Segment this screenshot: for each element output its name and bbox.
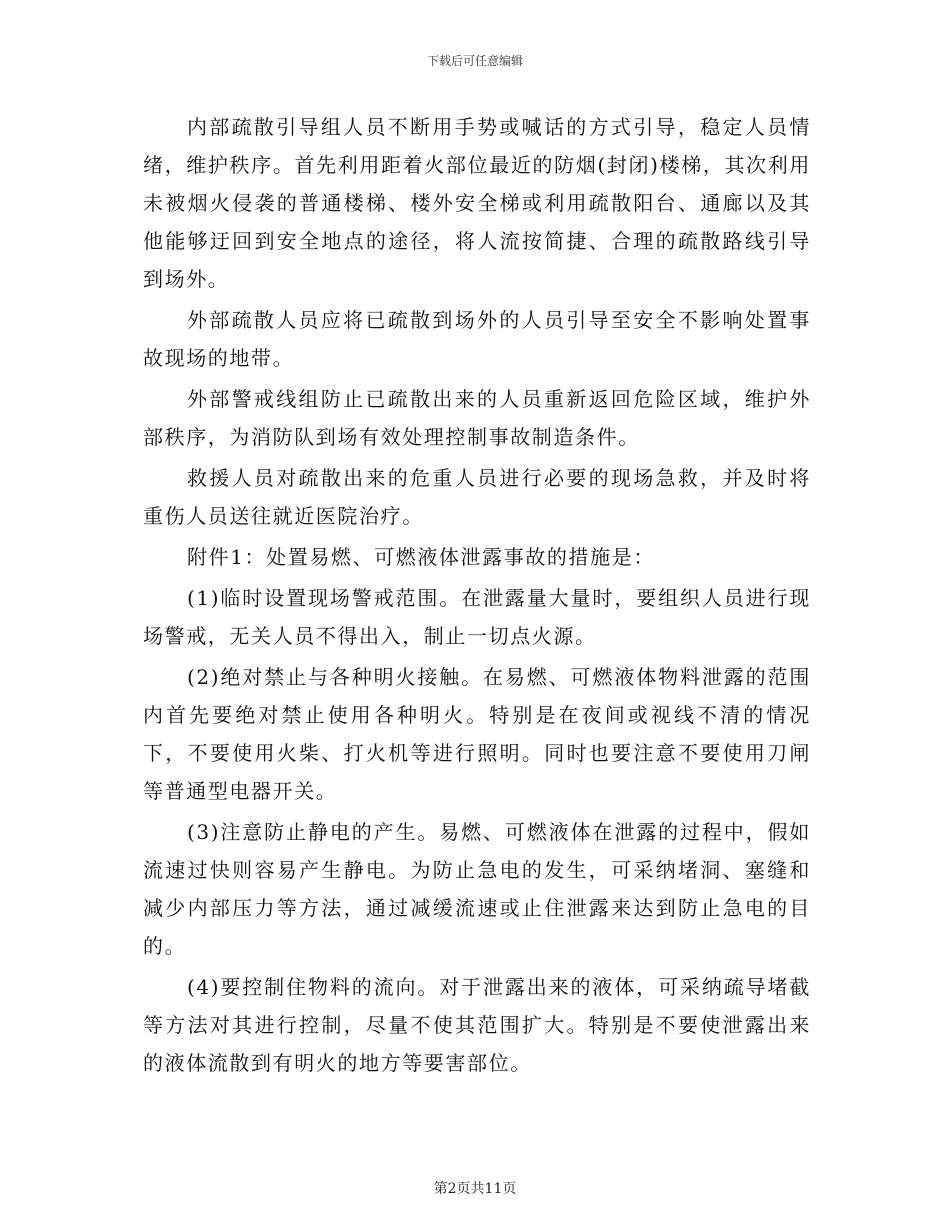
- paragraph-external-evacuation: 外部疏散人员应将已疏散到场外的人员引导至安全不影响处置事故现场的地带。: [143, 308, 811, 370]
- document-body: [143, 108, 811, 1085]
- paragraph-evacuation-guidance: 内部疏散引导组人员不断用手势或喊话的方式引导，稳定人员情绪，维护秩序。首先利用距着火部位最近的防烟(封闭)楼梯，其次利用未被烟火侵袭的普通楼梯、楼外安全梯或利用疏散阳台、通廊以及其他能够迂回到安全地点的途径，将人流按简捷、合理的疏散路线引导到场外。: [143, 115, 811, 291]
- paragraph-measure-2: (2)绝对禁止与各种明火接触。在易燃、可燃液体物料泄露的范围内首先要绝对禁止使用各种明火。特别是在夜间或视线不清的情况下，不要使用火柴、打火机等进行照明。同时也要注意不要使用刀闸等普通型电器开关。: [143, 665, 811, 803]
- paragraph-measure-1: (1)临时设置现场警戒范围。在泄露量大量时，要组织人员进行现场警戒，无关人员不得出入，制止一切点火源。: [143, 586, 811, 648]
- paragraph-rescue: 救援人员对疏散出来的危重人员进行必要的现场急救，并及时将重伤人员送往就近医院治疗。: [143, 466, 811, 528]
- page-number: 第2页共11页: [433, 1181, 517, 1197]
- paragraph-cordon-group: 外部警戒线组防止已疏散出来的人员重新返回危险区域，维护外部秩序，为消防队到场有效处理控制事故制造条件。: [143, 387, 811, 449]
- paragraph-appendix-title: 附件1：处置易燃、可燃液体泄露事故的措施是：: [187, 545, 655, 569]
- page-header: 下载后可任意编辑: [426, 54, 523, 68]
- paragraph-measure-3: (3)注意防止静电的产生。易燃、可燃液体在泄露的过程中，假如流速过快则容易产生静电。为防止急电的发生，可采纳堵洞、塞缝和减少内部压力等方法，通过减缓流速或止住泄露来达到防止急电的目的。: [143, 820, 811, 958]
- paragraph-measure-4: (4)要控制住物料的流向。对于泄露出来的液体，可采纳疏导堵截等方法对其进行控制，尽量不使其范围扩大。特别是不要使泄露出来的液体流散到有明火的地方等要害部位。: [143, 975, 811, 1075]
